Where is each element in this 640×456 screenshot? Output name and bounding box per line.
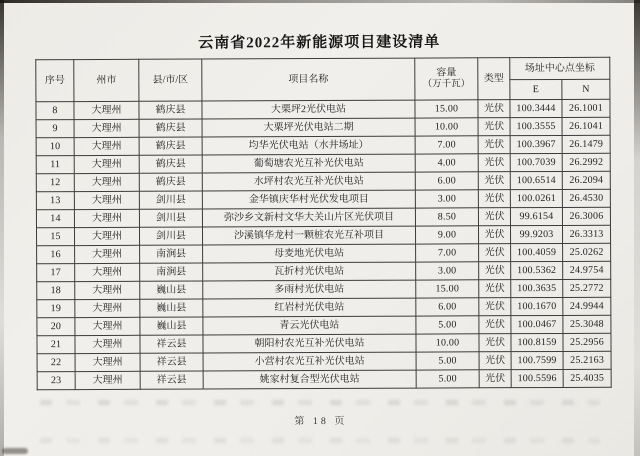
cell-coordinate-e: 100.3635: [511, 279, 563, 297]
cell-prefecture: 大理州: [74, 101, 139, 119]
cell-project: 弥沙乡文新村文华大关山片区光伏项目: [202, 208, 415, 227]
document-title: 云南省2022年新能源项目建设清单: [198, 34, 441, 52]
header-coordinate-n: N: [562, 79, 610, 99]
cell-prefecture: 大理州: [75, 299, 140, 317]
cell-project: 小营村农光互补光伏电站: [203, 352, 416, 371]
cell-coordinate-n: 24.9944: [563, 297, 611, 315]
header-capacity-line1: 容量: [436, 67, 457, 79]
cell-seq: 14: [36, 210, 74, 228]
cell-prefecture: 大理州: [74, 173, 139, 191]
table-header: [36, 57, 610, 102]
table-row: [37, 369, 611, 390]
cell-type: 光伏: [479, 262, 511, 280]
cell-coordinate-n: 25.2772: [563, 279, 611, 297]
cell-coordinate-e: 100.1670: [511, 297, 563, 315]
cell-type: 光伏: [478, 190, 510, 208]
cell-project: 姚家村复合型光伏电站: [203, 370, 416, 389]
cell-type: 光伏: [479, 334, 511, 352]
cell-prefecture: 大理州: [74, 119, 139, 137]
cell-type: 光伏: [478, 100, 510, 118]
cell-coordinate-e: 99.6154: [510, 207, 562, 225]
cell-prefecture: 大理州: [74, 137, 139, 155]
cell-type: 光伏: [478, 118, 510, 136]
cell-prefecture: 大理州: [74, 227, 139, 245]
cell-project: 多雨村光伏电站: [203, 280, 416, 299]
header-capacity: [415, 58, 478, 100]
cell-coordinate-n: 26.3006: [562, 207, 610, 225]
cell-project: 母麦地光伏电站: [203, 244, 416, 263]
cell-prefecture: 大理州: [74, 155, 139, 173]
cell-seq: 17: [37, 264, 75, 282]
cell-capacity: 6.00: [415, 172, 478, 190]
cell-coordinate-e: 100.7599: [511, 351, 563, 369]
cell-coordinate-n: 25.0262: [563, 243, 611, 261]
cell-project: 朝阳村农光互补光伏电站: [203, 334, 416, 353]
cell-project: 大栗坪2光伏电站: [202, 100, 415, 119]
cell-seq: 18: [37, 282, 75, 300]
cell-county: 巍山县: [140, 317, 203, 335]
cell-coordinate-n: 25.2956: [563, 333, 611, 351]
cell-prefecture: 大理州: [75, 353, 140, 371]
cell-project: 沙溪镇华龙村一颗桩农光互补项目: [202, 226, 415, 245]
cell-type: 光伏: [479, 316, 511, 334]
cell-coordinate-e: 100.5596: [511, 369, 563, 387]
cell-prefecture: 大理州: [75, 317, 140, 335]
cell-county: 南涧县: [140, 245, 203, 263]
cell-capacity: 3.00: [415, 190, 478, 208]
cell-coordinate-e: 100.3444: [510, 99, 562, 117]
cell-type: 光伏: [479, 370, 511, 388]
cell-seq: 15: [36, 228, 74, 246]
cell-capacity: 4.00: [415, 154, 478, 172]
page-number: 第 18 页: [294, 415, 348, 428]
cell-seq: 10: [36, 138, 74, 156]
cell-project: 大栗坪光伏电站二期: [202, 118, 415, 137]
cell-county: 剑川县: [139, 209, 202, 227]
cell-capacity: 15.00: [416, 280, 479, 298]
cell-project: 青云光伏电站: [203, 316, 416, 335]
cell-coordinate-e: 100.0467: [511, 315, 563, 333]
cell-county: 巍山县: [140, 299, 203, 317]
cell-coordinate-n: 26.4530: [562, 189, 610, 207]
cell-seq: 12: [36, 174, 74, 192]
cell-county: 剑川县: [139, 227, 202, 245]
table-body: [36, 99, 611, 390]
cell-coordinate-e: 100.5362: [511, 261, 563, 279]
cell-project: 红岩村光伏电站: [203, 298, 416, 317]
cell-seq: 13: [36, 192, 74, 210]
header-seq: 序号: [36, 60, 74, 102]
cell-county: 鹤庆县: [139, 155, 202, 173]
cell-type: 光伏: [478, 154, 510, 172]
cell-type: 光伏: [478, 136, 510, 154]
cell-type: 光伏: [478, 208, 510, 226]
cell-capacity: 15.00: [415, 100, 478, 118]
cell-county: 祥云县: [140, 353, 203, 371]
cell-type: 光伏: [479, 244, 511, 262]
cell-capacity: 5.00: [416, 352, 479, 370]
cell-seq: 16: [37, 246, 75, 264]
cell-coordinate-e: 100.8159: [511, 333, 563, 351]
cell-seq: 19: [37, 300, 75, 318]
cell-county: 鹤庆县: [139, 137, 202, 155]
cell-prefecture: 大理州: [74, 191, 139, 209]
cell-capacity: 6.00: [416, 298, 479, 316]
cell-coordinate-e: 100.0261: [510, 189, 562, 207]
cell-seq: 20: [37, 318, 75, 336]
cell-coordinate-n: 26.2992: [562, 153, 610, 171]
cell-coordinate-e: 100.3555: [510, 117, 562, 135]
cell-seq: 23: [37, 372, 75, 390]
cell-seq: 21: [37, 336, 75, 354]
cell-capacity: 8.50: [415, 208, 478, 226]
cell-prefecture: 大理州: [75, 263, 140, 281]
cell-coordinate-n: 26.3313: [562, 225, 610, 243]
cell-capacity: 7.00: [416, 244, 479, 262]
cell-prefecture: 大理州: [75, 335, 140, 353]
cell-coordinate-n: 25.2163: [563, 351, 611, 369]
cell-county: 南涧县: [140, 263, 203, 281]
header-type: 类型: [478, 58, 510, 100]
cell-coordinate-n: 26.1041: [562, 117, 610, 135]
cell-county: 鹤庆县: [139, 119, 202, 137]
cell-capacity: 9.00: [415, 226, 478, 244]
cell-prefecture: 大理州: [75, 245, 140, 263]
header-prefecture: 州市: [74, 59, 139, 101]
cell-capacity: 5.00: [416, 370, 479, 388]
cell-coordinate-n: 25.4035: [563, 369, 611, 387]
cell-seq: 8: [36, 102, 74, 120]
cell-type: 光伏: [478, 226, 510, 244]
cell-county: 鹤庆县: [139, 173, 202, 191]
cell-county: 祥云县: [140, 335, 203, 353]
cell-type: 光伏: [478, 172, 510, 190]
cell-coordinate-n: 25.3048: [563, 315, 611, 333]
cell-county: 巍山县: [140, 281, 203, 299]
cell-capacity: 5.00: [416, 316, 479, 334]
cell-seq: 22: [37, 354, 75, 372]
cell-coordinate-e: 100.3967: [510, 135, 562, 153]
cell-coordinate-e: 100.6514: [510, 171, 562, 189]
cell-project: 葡萄塘农光互补光伏电站: [202, 154, 415, 173]
header-capacity-line2: （万千瓦）: [422, 79, 471, 90]
cell-project: 金华镇庆华村光伏发电项目: [202, 190, 415, 209]
cell-type: 光伏: [479, 280, 511, 298]
cell-county: 祥云县: [140, 371, 203, 389]
cell-coordinate-n: 24.9754: [563, 261, 611, 279]
cell-project: 水坪村农光互补光伏电站: [202, 172, 415, 191]
cell-prefecture: 大理州: [75, 371, 140, 389]
cell-project: 均华光伏电站（水井场址）: [202, 136, 415, 155]
cell-capacity: 10.00: [416, 334, 479, 352]
cell-prefecture: 大理州: [74, 209, 139, 227]
cell-seq: 11: [36, 156, 74, 174]
cell-county: 鹤庆县: [139, 101, 202, 119]
cell-coordinate-e: 100.7039: [510, 153, 562, 171]
cell-capacity: 3.00: [416, 262, 479, 280]
header-project: 项目名称: [202, 58, 415, 101]
cell-county: 剑川县: [139, 191, 202, 209]
cell-project: 瓦折村光伏电站: [203, 262, 416, 281]
header-coordinates: 场址中心点坐标: [510, 57, 610, 79]
cell-coordinate-n: 26.2094: [562, 171, 610, 189]
cell-prefecture: 大理州: [75, 281, 140, 299]
header-coordinate-e: E: [510, 79, 562, 99]
project-table: [35, 57, 611, 391]
header-county: 县/市/区: [139, 59, 202, 101]
cell-capacity: 7.00: [415, 136, 478, 154]
cell-seq: 9: [36, 120, 74, 138]
cell-type: 光伏: [479, 298, 511, 316]
cell-coordinate-e: 100.4059: [511, 243, 563, 261]
cell-coordinate-n: 26.1001: [562, 99, 610, 117]
cell-coordinate-e: 99.9203: [510, 225, 562, 243]
cell-coordinate-n: 26.1479: [562, 135, 610, 153]
cell-capacity: 10.00: [415, 118, 478, 136]
cell-type: 光伏: [479, 352, 511, 370]
